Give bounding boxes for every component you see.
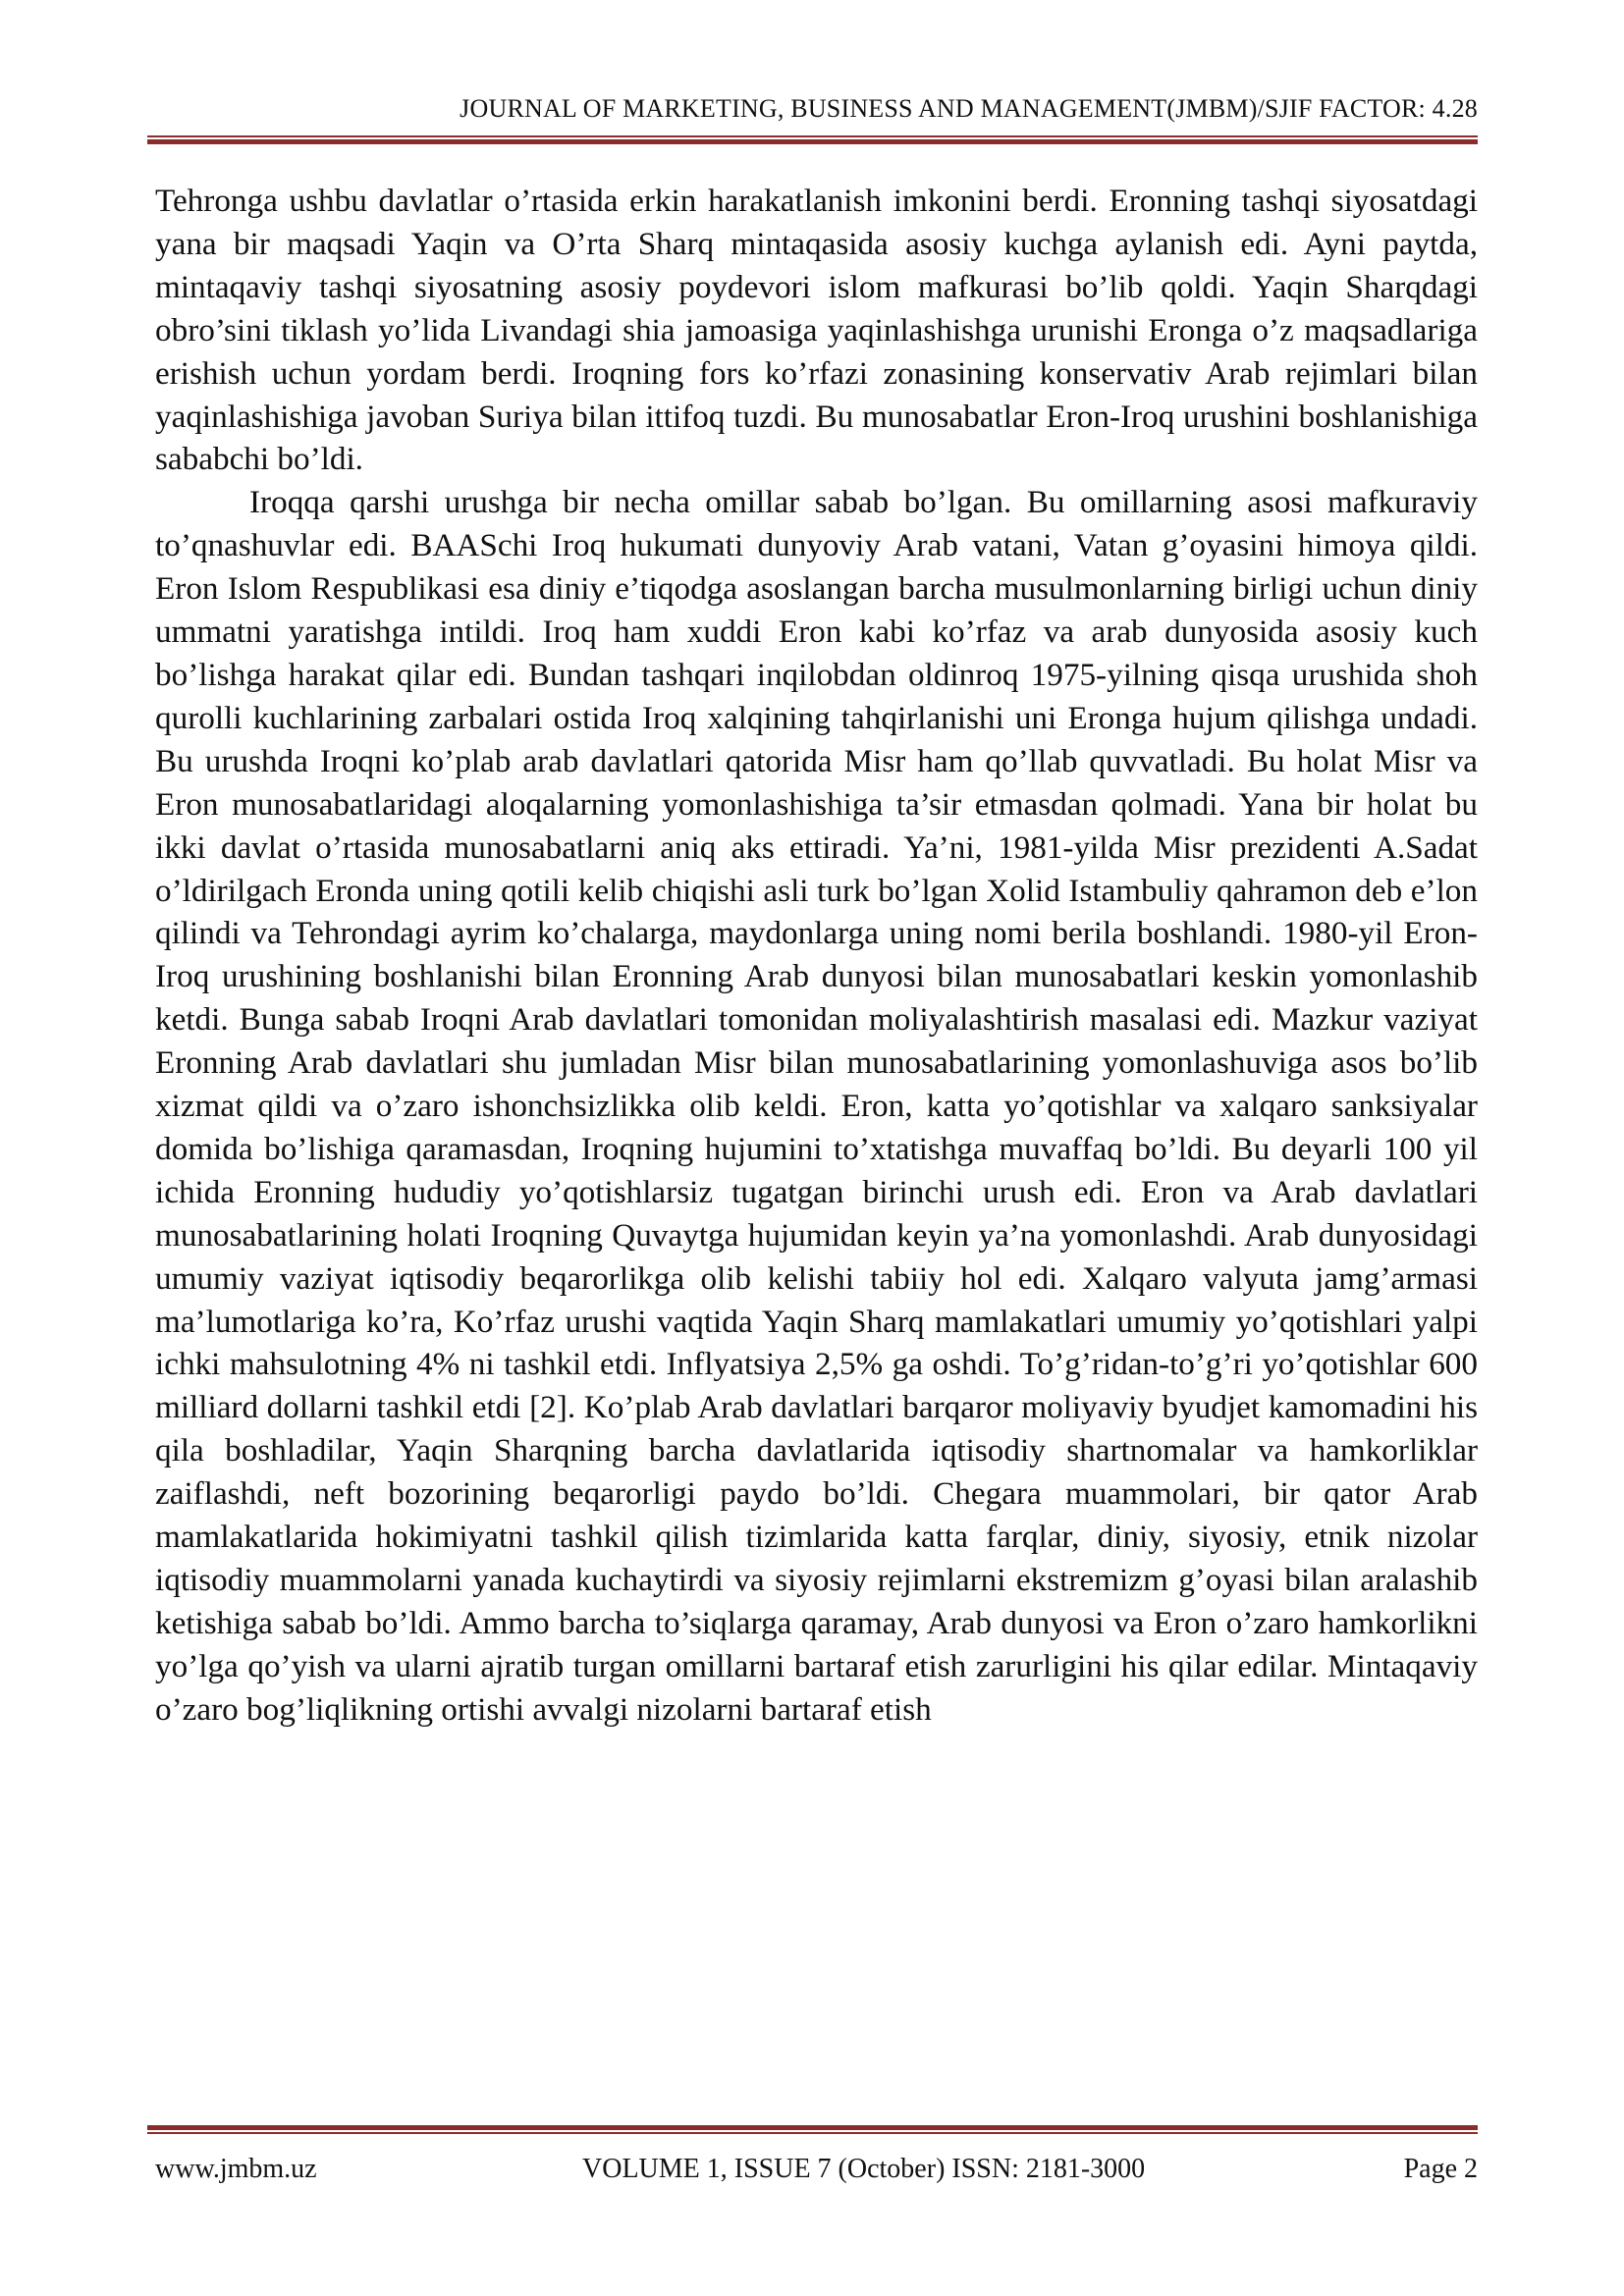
footer-divider-thin-line [147,2132,1478,2134]
footer-volume-info: VOLUME 1, ISSUE 7 (October) ISSN: 2181-3000 [582,2154,1146,2184]
footer-divider [147,2125,1478,2134]
journal-header: JOURNAL OF MARKETING, BUSINESS AND MANAGEMENT(JMBM)/SJIF FACTOR: 4.28 [460,94,1478,123]
header-divider-thick-line [147,139,1478,144]
page-footer [155,2152,1478,2191]
paragraph-1: Tehronga ushbu davlatlar o’rtasida erkin harakatlanish imkonini berdi. Eronning tashqi siyosatdagi yana bir maqsadi Yaqin va O’rta Sharq mintaqasida asosiy kuchga aylanish edi. Ayni paytda, mintaqaviy tashqi siyosatning asosiy poydevori islom mafkurasi bo’lib qoldi. Yaqin Sharqdagi obro’sini tiklash yo’lida Livandagi shia jamoasiga yaqinlashishga urunishi Eronga o’z maqsadlariga erishish uchun yordam berdi. Iroqning fors ko’rfazi zonasining konservativ Arab rejimlari bilan yaqinlashishiga javoban Suriya bilan ittifoq tuzdi. Bu munosabatlar Eron-Iroq urushini boshlanishiga sababchi bo’ldi. [155,183,1478,478]
header-divider [147,135,1478,144]
footer-page-number: Page 2 [1403,2154,1478,2184]
article-body [155,180,1478,1732]
footer-website: www.jmbm.uz [155,2154,317,2184]
paragraph-2: Iroqqa qarshi urushga bir necha omillar sabab bo’lgan. Bu omillarning asosi mafkuraviy to’qnashuvlar edi. BAASchi Iroq hukumati dunyoviy Arab vatani, Vatan g’oyasini himoya qildi. Eron Islom Respublikasi esa diniy e’tiqodga asoslangan barcha musulmonlarning birligi uchun diniy ummatni yaratishga intildi. Iroq ham xuddi Eron kabi ko’rfaz va arab dunyosida asosiy kuch bo’lishga harakat qilar edi. Bundan tashqari inqilobdan oldinroq 1975-yilning qisqa urushida shoh qurolli kuchlarining zarbalari ostida Iroq xalqining tahqirlanishi uni Eronga hujum qilishga undadi. Bu urushda Iroqni ko’plab arab davlatlari qatorida Misr ham qo’llab quvvatladi. Bu holat Misr va Eron munosabatlaridagi aloqalarning yomonlashishiga ta’sir etmasdan qolmadi. Yana bir holat bu ikki davlat o’rtasida munosabatlarni aniq aks ettiradi. Ya’ni, 1981-yilda Misr prezidenti A.Sadat o’ldirilgach Eronda uning qotili kelib chiqishi asli turk bo’lgan Xolid Istambuliy qahramon deb e’lon qilindi va Tehrondagi ayrim ko’chalarga, maydonlarga uning nomi berila boshlandi. 1980-yil Eron-Iroq urushining boshlanishi bilan Eronning Arab dunyosi bilan munosabatlari keskin yomonlashib ketdi. Bunga sabab Iroqni Arab davlatlari tomonidan moliyalashtirish masalasi edi. Mazkur vaziyat Eronning Arab davlatlari shu jumladan Misr bilan munosabatlarining yomonlashuviga asos bo’lib xizmat qildi va o’zaro ishonchsizlikka olib keldi. Eron, katta yo’qotishlar va xalqaro sanksiyalar domida bo’lishiga qaramasdan, Iroqning hujumini to’xtatishga muvaffaq bo’ldi. Bu deyarli 100 yil ichida Eronning hududiy yo’qotishlarsiz tugatgan birinchi urush edi. Eron va Arab davlatlari munosabatlarining holati Iroqning Quvaytga hujumidan keyin ya’na yomonlashdi. Arab dunyosidagi umumiy vaziyat iqtisodiy beqarorlikga olib kelishi tabiiy hol edi. Xalqaro valyuta jamg’armasi ma’lumotlariga ko’ra, Ko’rfaz urushi vaqtida Yaqin Sharq mamlakatlari umumiy yo’qotishlari yalpi ichki mahsulotning 4% ni tashkil etdi. Inflyatsiya 2,5% ga oshdi. To’g’ridan-to’g’ri yo’qotishlar 600 milliard dollarni tashkil etdi [2]. Ko’plab Arab davlatlari barqaror moliyaviy byudjet kamomadini his qila boshladilar, Yaqin Sharqning barcha davlatlarida iqtisodiy shartnomalar va hamkorliklar zaiflashdi, neft bozorining beqarorligi paydo bo’ldi. Chegara muammolari, bir qator Arab mamlakatlarida hokimiyatni tashkil qilish tizimlarida katta farqlar, diniy, siyosiy, etnik nizolar iqtisodiy muammolarni yanada kuchaytirdi va siyosiy rejimlarni ekstremizm g’oyasi bilan aralashib ketishiga sabab bo’ldi. Ammo barcha to’siqlarga qaramay, Arab dunyosi va Eron o’zaro hamkorlikni yo’lga qo’yish va ularni ajratib turgan omillarni bartaraf etish zarurligini his qilar edilar. Mintaqaviy o’zaro bog’liqlikning ortishi avvalgi nizolarni bartaraf etish [155,484,1478,1728]
